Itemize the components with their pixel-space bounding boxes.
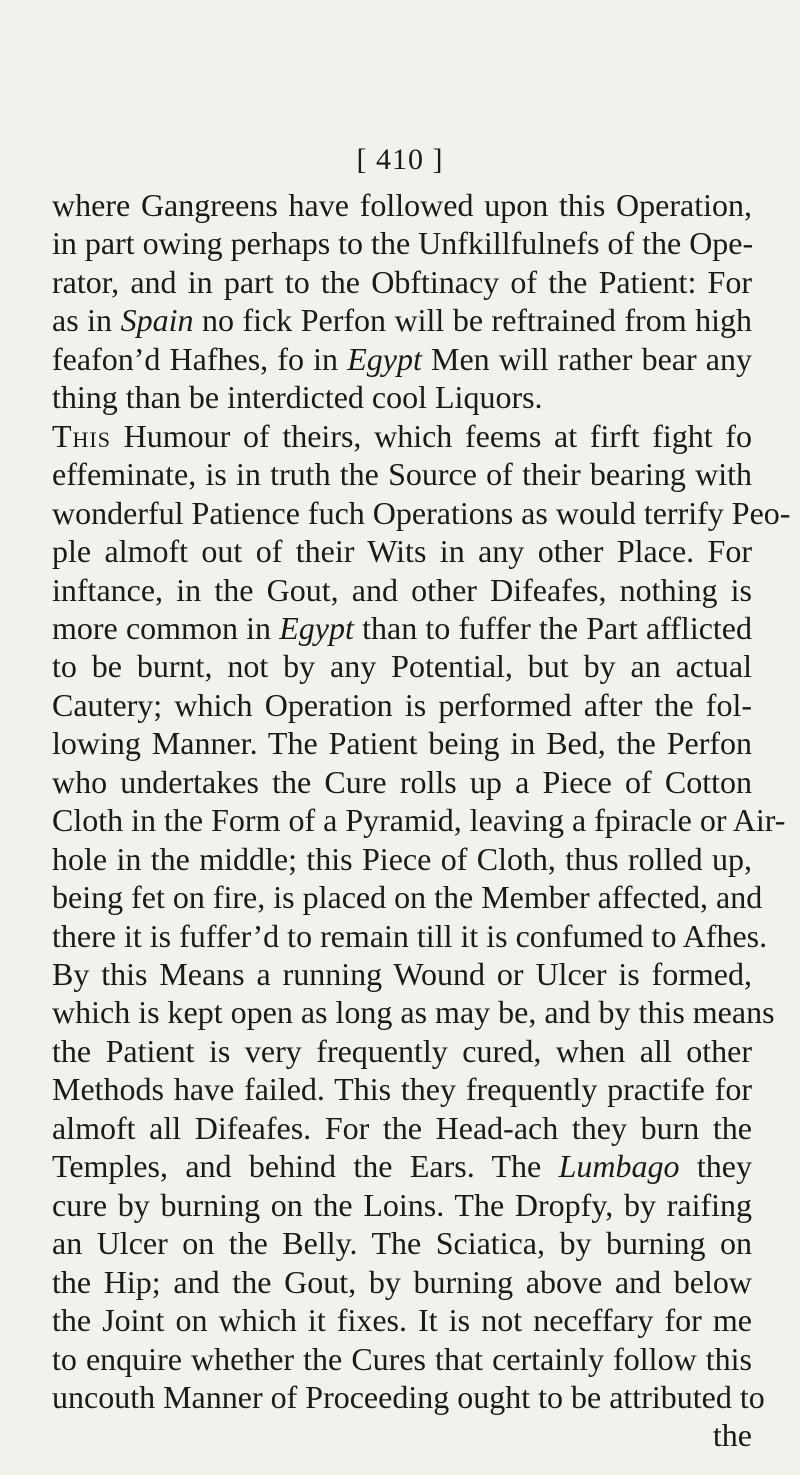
text-line: almoft all Difeafes. For the Head-ach they burn the (52, 1109, 752, 1146)
text-line: hole in the middle; this Piece of Cloth, thus rolled up, (52, 840, 752, 877)
text-line: This Humour of theirs, which feems at firft fight fo (52, 417, 752, 454)
text-line: lowing Manner. The Patient being in Bed, the Perfon (52, 725, 752, 762)
text-line: wonderful Patience fuch Operations as would terrify Peo- (52, 494, 791, 531)
text-line: By this Means a running Wound or Ulcer is formed, (52, 956, 752, 992)
text-line: effeminate, is in truth the Source of their bearing with (52, 456, 752, 493)
text-line: being fet on fire, is placed on the Member affected, and (52, 879, 763, 916)
italic-term: Egypt (347, 340, 422, 377)
text-line: rator, and in part to the Obftinacy of the Patient: For (52, 263, 752, 300)
text-line: where Gangreens have followed upon this Operation, (52, 187, 752, 223)
text-line: in part owing perhaps to the Unfkillfulnefs of the Ope- (52, 225, 754, 262)
text-line: feafon’d Hafhes, fo in Egypt Men will rather bear any (52, 340, 753, 377)
text-line: more common in Egypt than to fuffer the Part afflicted (52, 609, 753, 646)
text-line: inftance, in the Gout, and other Difeafes, nothing is (52, 571, 752, 608)
italic-term: Lumbago (558, 1148, 680, 1185)
text-line: thing than be interdicted cool Liquors. (52, 379, 543, 416)
text-line: the Hip; and the Gout, by burning above and below (52, 1263, 752, 1300)
text-line: there it is fuffer’d to remain till it is confumed to Afhes. (52, 917, 768, 954)
text-line: the Patient is very frequently cured, when all other (52, 1032, 752, 1069)
italic-term: Spain (120, 302, 194, 339)
text-line: which is kept open as long as may be, and by this means (52, 994, 775, 1031)
text-line: Cloth in the Form of a Pyramid, leaving a fpiracle or Air- (52, 802, 786, 839)
text-line: uncouth Manner of Proceeding ought to be attributed to (52, 1378, 765, 1415)
italic-term: Egypt (279, 609, 354, 646)
text-line: the (712, 1417, 752, 1454)
text-line: to be burnt, not by any Potential, but by an actual (52, 648, 752, 685)
text-line: Methods have failed. This they frequently practife for (52, 1071, 752, 1108)
text-line: who undertakes the Cure rolls up a Piece of Cotton (52, 763, 752, 800)
text-line: an Ulcer on the Belly. The Sciatica, by burning on (52, 1225, 752, 1262)
text-line: cure by burning on the Loins. The Dropfy, by raifing (52, 1186, 752, 1223)
page-number-header: [ 410 ] (356, 143, 444, 176)
text-line: ple almoft out of their Wits in any other Place. For (52, 533, 752, 570)
text-line: Cautery; which Operation is performed after the fol- (52, 686, 752, 723)
small-caps-word: This (52, 417, 111, 454)
text-line: as in Spain no fick Perfon will be reftrained from high (52, 302, 753, 339)
text-line: the Joint on which it fixes. It is not neceffary for me (52, 1302, 752, 1339)
text-line: to enquire whether the Cures that certainly follow this (52, 1340, 752, 1377)
text-line: Temples, and behind the Ears. The Lumbago they (52, 1148, 752, 1185)
